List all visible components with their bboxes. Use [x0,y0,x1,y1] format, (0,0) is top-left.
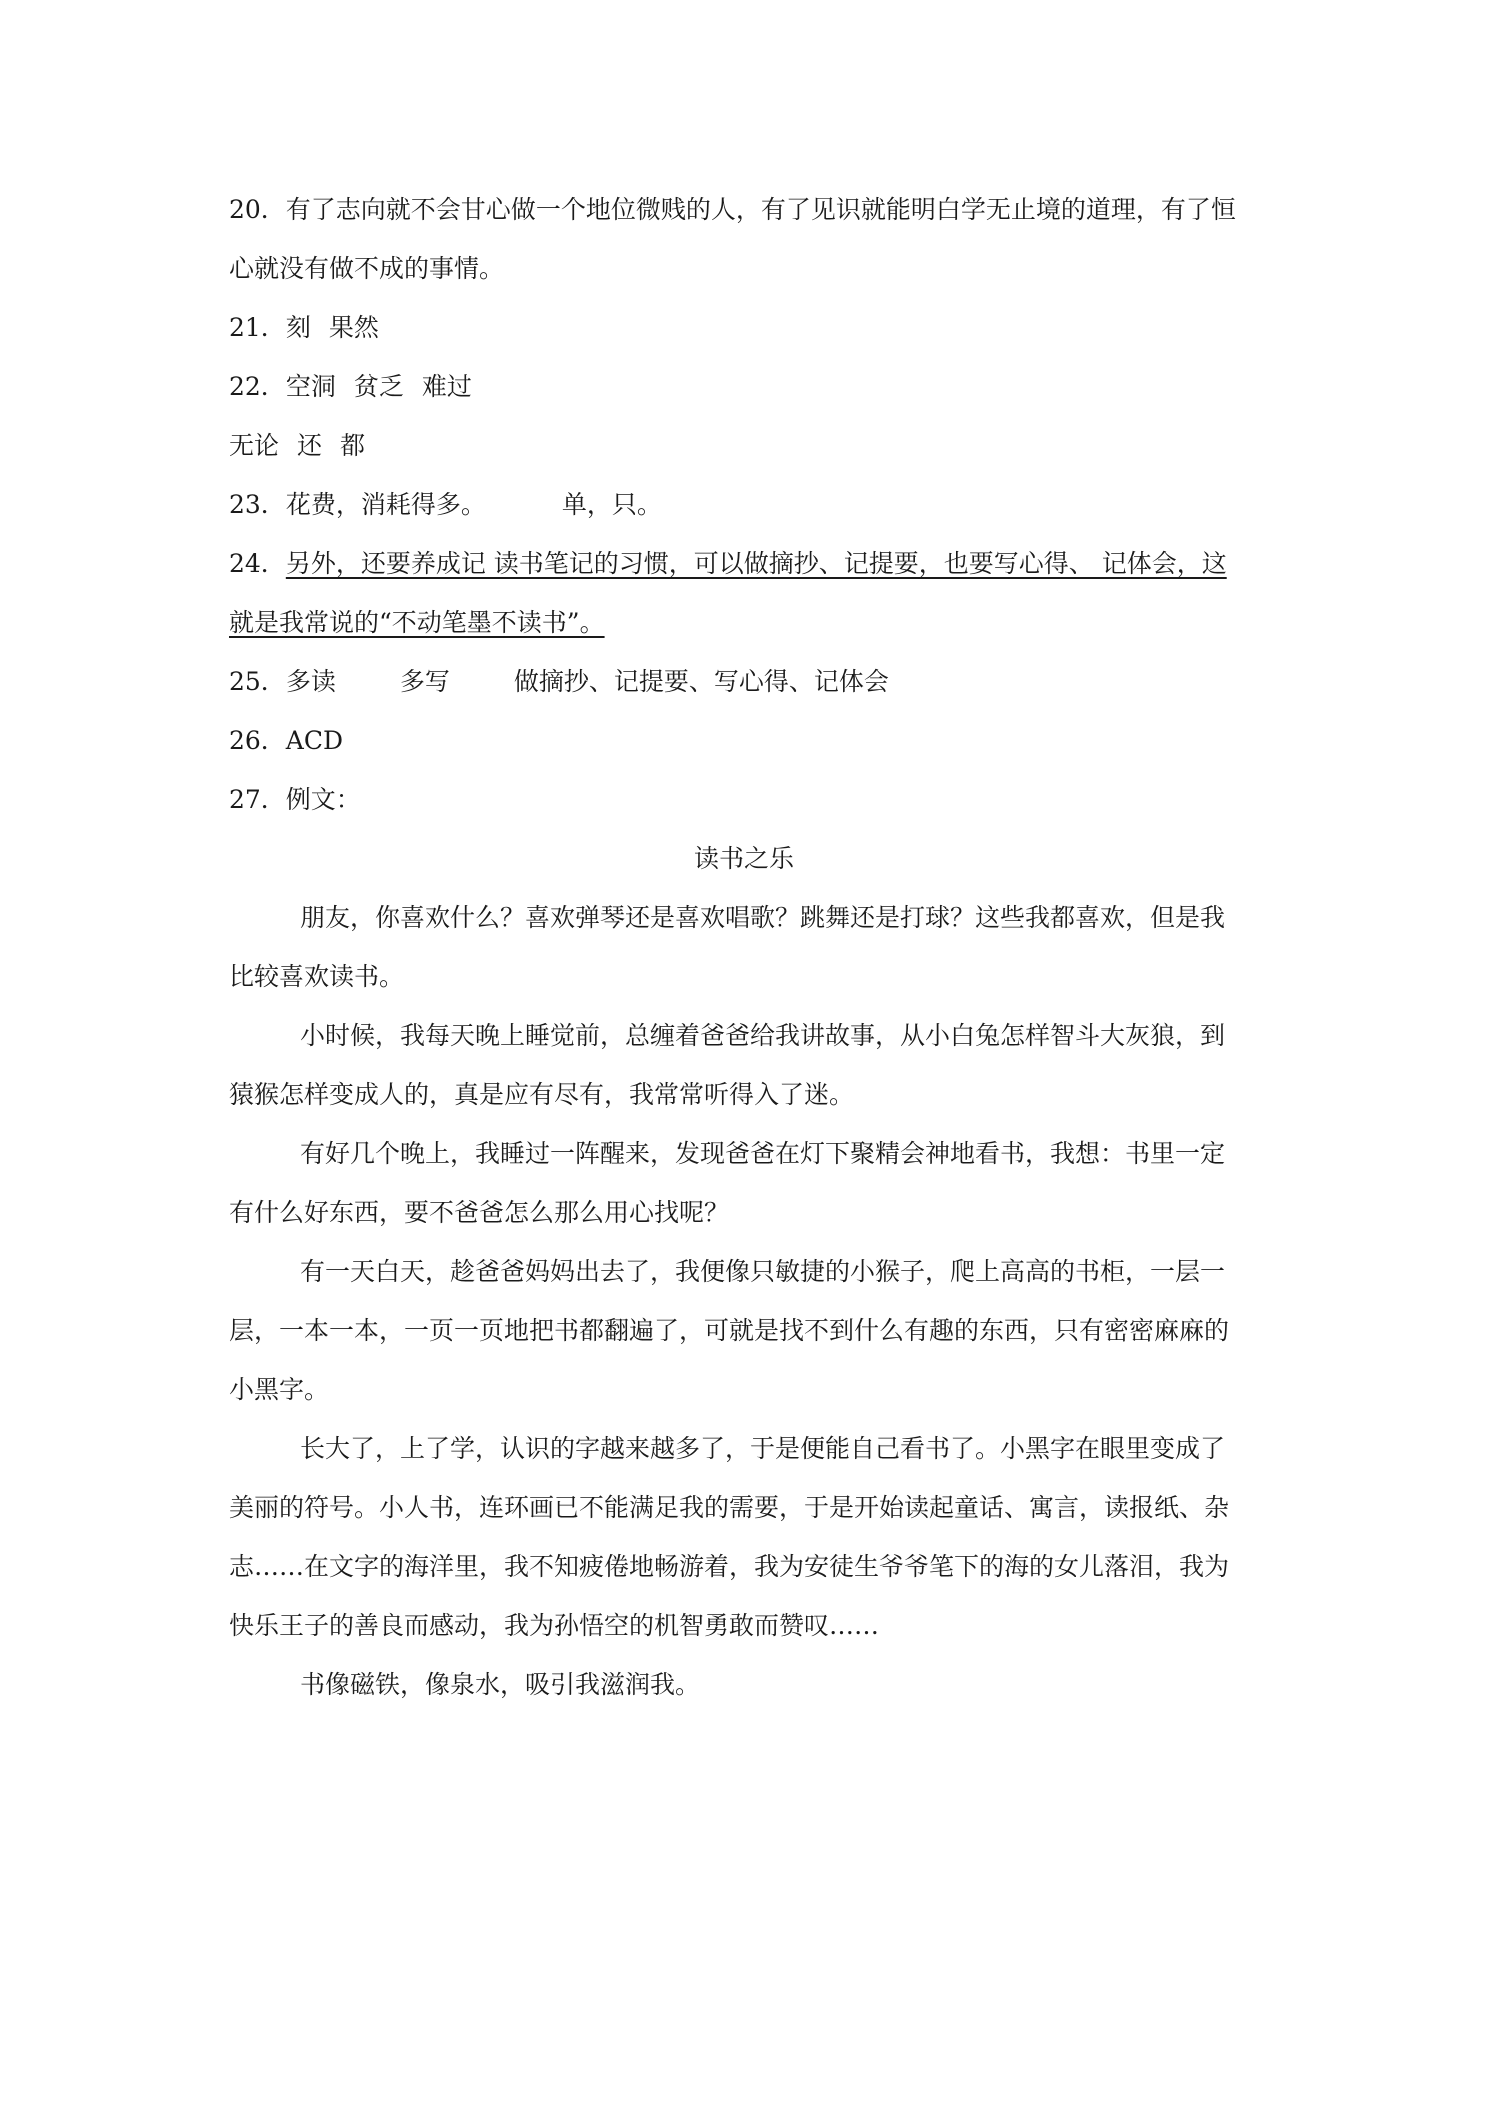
essay-title: 读书之乐 [693,844,794,873]
essay-paragraph-3-line-1: 有好几个晚上，我睡过一阵醒来，发现爸爸在灯下聚精会神地看书，我想：书里一定 [300,1139,1226,1168]
answer-text: 空洞 [285,372,336,401]
answer-text: 做摘抄、记提要、写心得、记体会 [513,667,889,696]
answer-text: 多读 [285,667,336,696]
essay-paragraph-5-line-3: 志……在文字的海洋里，我不知疲倦地畅游着，我为安徒生爷爷笔下的海的女儿落泪，我为 [229,1552,1230,1581]
essay-paragraph-5-line-2: 美丽的符号。小人书，连环画已不能满足我的需要，于是开始读起童话、寓言，读报纸、杂 [229,1493,1230,1522]
answer-22-b [229,428,365,464]
answer-20-line-2: 心就没有做不成的事情。 [229,254,505,283]
essay-paragraph-4-line-3: 小黑字。 [229,1375,330,1404]
answer-text: 多写 [399,667,450,696]
answer-22 [229,369,472,405]
answer-text: 难过 [421,372,472,401]
answer-27: 27．例文： [229,785,361,814]
answer-text: 刻 [285,313,311,342]
essay-paragraph-1-line-1: 朋友，你喜欢什么？喜欢弹琴还是喜欢唱歌？跳舞还是打球？这些我都喜欢，但是我 [300,903,1226,932]
answer-24-line-2 [229,605,605,641]
essay-paragraph-3-line-2: 有什么好东西，要不爸爸怎么那么用心找呢？ [229,1198,730,1227]
answer-number: 23． [229,490,286,519]
answer-26: 26．ACD [229,726,344,755]
answer-number: 22． [229,372,286,401]
underlined-answer-text: 就是我常说的“不动笔墨不读书”。 [229,608,605,637]
answer-text: 还 [297,431,323,460]
answer-25 [229,664,889,700]
answer-20-line-1: 20．有了志向就不会甘心做一个地位微贱的人，有了见识就能明白学无止境的道理，有了恒 [229,195,1236,224]
answer-24-line-1 [229,546,1227,582]
answer-number: 21． [229,313,286,342]
answer-text: 贫乏 [353,372,404,401]
essay-paragraph-5-line-1: 长大了，上了学，认识的字越来越多了，于是便能自己看书了。小黑字在眼里变成了 [300,1434,1226,1463]
essay-paragraph-4-line-1: 有一天白天，趁爸爸妈妈出去了，我便像只敏捷的小猴子，爬上高高的书柜，一层一 [300,1257,1226,1286]
essay-paragraph-2-line-1: 小时候，我每天晚上睡觉前，总缠着爸爸给我讲故事，从小白兔怎样智斗大灰狼，到 [300,1021,1226,1050]
answer-text: 单，只。 [561,490,662,519]
answer-text: 果然 [328,313,379,342]
answer-number: 24． [229,549,286,578]
answer-23 [229,487,662,523]
answer-text: 花费，消耗得多。 [285,490,486,519]
essay-paragraph-2-line-2: 猿猴怎样变成人的，真是应有尽有，我常常听得入了迷。 [229,1080,855,1109]
essay-paragraph-6-line-1: 书像磁铁，像泉水，吸引我滋润我。 [300,1670,701,1699]
answer-number: 25． [229,667,286,696]
essay-paragraph-1-line-2: 比较喜欢读书。 [229,962,405,991]
answer-21 [229,310,379,346]
essay-paragraph-5-line-4: 快乐王子的善良而感动，我为孙悟空的机智勇敢而赞叹…… [229,1611,880,1640]
answer-text: 无论 [229,431,280,460]
essay-paragraph-4-line-2: 层，一本一本，一页一页地把书都翻遍了，可就是找不到什么有趣的东西，只有密密麻麻的 [229,1316,1230,1345]
answer-text: 都 [340,431,366,460]
underlined-answer-text: 另外，还要养成记 读书笔记的习惯，可以做摘抄、记提要，也要写心得、 记体会，这 [285,549,1227,578]
